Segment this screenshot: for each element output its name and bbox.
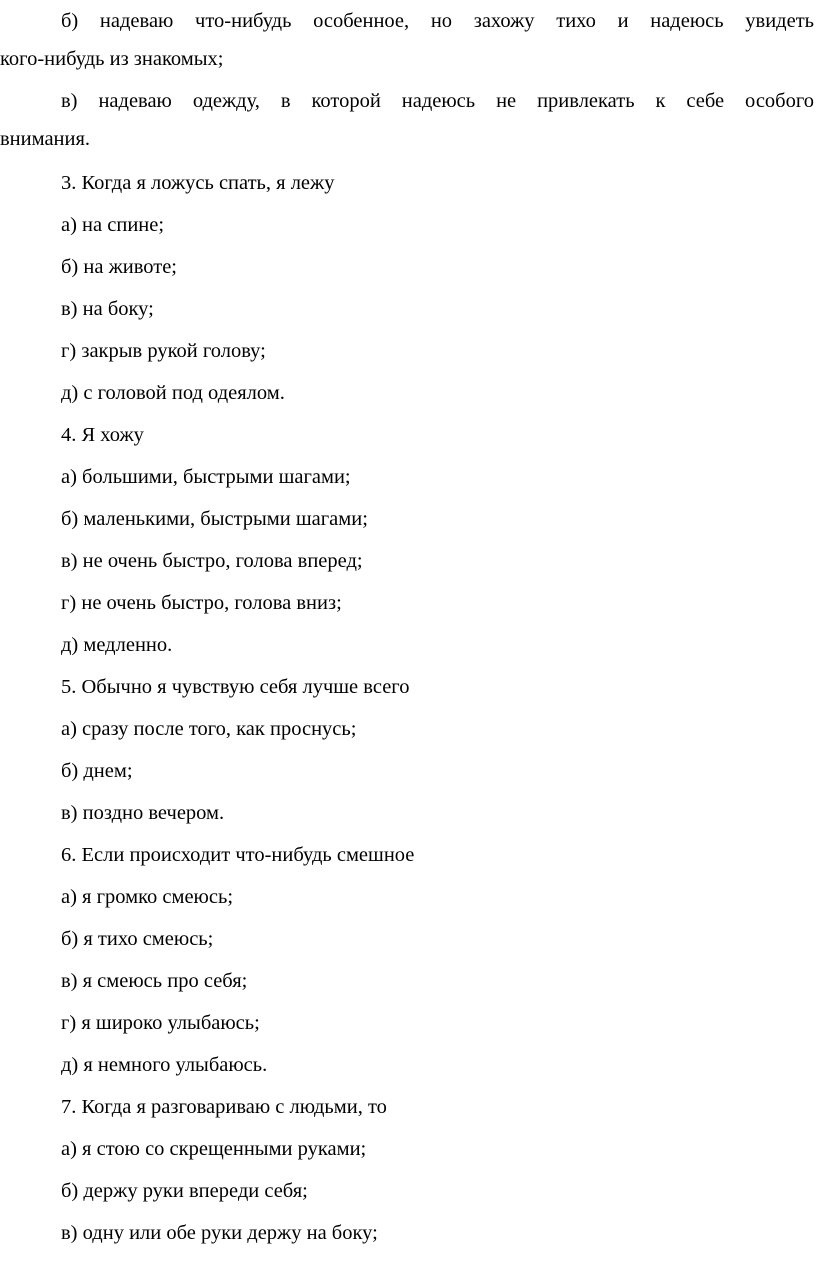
question-heading: 7. Когда я разговариваю с людьми, то [61, 1096, 387, 1118]
answer-option: а) на спине; [61, 214, 165, 236]
text-line: кого-нибудь из знакомых; [0, 48, 224, 70]
answer-option: б) держу руки впереди себя; [61, 1180, 308, 1202]
text-line: б) надеваю что-нибудь особенное, но захожу тихо и надеюсь увидеть [61, 10, 814, 32]
question-heading: 5. Обычно я чувствую себя лучше всего [61, 676, 410, 698]
answer-option: г) закрыв рукой голову; [61, 340, 266, 362]
answer-option: б) днем; [61, 760, 133, 782]
answer-option: а) я громко смеюсь; [61, 886, 234, 908]
answer-option: а) сразу после того, как проснусь; [61, 718, 357, 740]
answer-option: а) я стою со скрещенными руками; [61, 1138, 367, 1160]
answer-option: д) с головой под одеялом. [61, 382, 285, 404]
text-line: внимания. [0, 128, 91, 150]
answer-option: б) я тихо смеюсь; [61, 928, 214, 950]
answer-option: д) медленно. [61, 634, 173, 656]
answer-option: а) большими, быстрыми шагами; [61, 466, 351, 488]
answer-option: в) поздно вечером. [61, 802, 225, 824]
answer-option: в) одну или обе руки держу на боку; [61, 1222, 378, 1244]
answer-option: г) я широко улыбаюсь; [61, 1012, 260, 1034]
answer-option: в) не очень быстро, голова вперед; [61, 550, 363, 572]
text-line: в) надеваю одежду, в которой надеюсь не привлекать к себе особого [61, 90, 814, 112]
answer-option: в) я смеюсь про себя; [61, 970, 248, 992]
question-heading: 4. Я хожу [61, 424, 144, 446]
question-heading: 6. Если происходит что-нибудь смешное [61, 844, 415, 866]
answer-option: б) маленькими, быстрыми шагами; [61, 508, 368, 530]
answer-option: в) на боку; [61, 298, 154, 320]
answer-option: б) на животе; [61, 256, 177, 278]
answer-option: г) не очень быстро, голова вниз; [61, 592, 342, 614]
question-heading: 3. Когда я ложусь спать, я лежу [61, 172, 335, 194]
answer-option: д) я немного улыбаюсь. [61, 1054, 268, 1076]
